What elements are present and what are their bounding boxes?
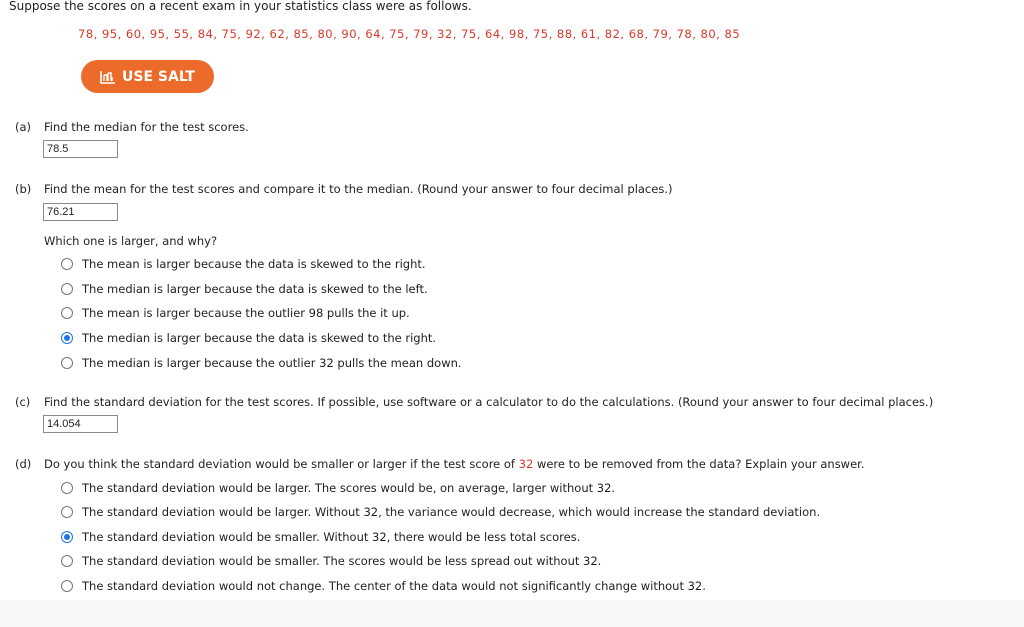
part-b-option-4[interactable]: [61, 331, 436, 345]
part-b-option-1[interactable]: [61, 257, 426, 271]
problem-intro: Suppose the scores on a recent exam in your statistics class were as follows.: [9, 0, 472, 13]
salt-chart-icon: [100, 70, 116, 84]
option-label: The median is larger because the outlier 32 pulls the mean down.: [82, 356, 462, 370]
part-b-option-3[interactable]: [61, 306, 410, 320]
option-label: The standard deviation would be smaller. The scores would be less spread out without 32.: [82, 554, 602, 568]
radio-button[interactable]: [61, 580, 73, 592]
radio-button[interactable]: [61, 357, 73, 369]
radio-button[interactable]: [61, 555, 73, 567]
use-salt-button[interactable]: [81, 60, 214, 93]
option-label: The standard deviation would be smaller. Without 32, there would be less total scores.: [82, 530, 581, 544]
option-label: The standard deviation would be larger. Without 32, the variance would decrease, which would increase the standard deviation.: [82, 505, 821, 519]
page-footer-band: [0, 600, 1024, 627]
option-label: The mean is larger because the outlier 98 pulls the it up.: [82, 306, 410, 320]
part-d-question-text: Do you think the standard deviation would be smaller or larger if the test score of: [44, 457, 519, 471]
radio-button[interactable]: [61, 258, 73, 270]
part-d-option-4[interactable]: [61, 554, 601, 568]
part-d-question: [44, 457, 865, 471]
part-d-label: (d): [15, 457, 32, 471]
option-label: The standard deviation would be larger. The scores would be, on average, larger without 32.: [82, 481, 616, 495]
use-salt-label: USE SALT: [122, 68, 195, 85]
part-a-question: Find the median for the test scores.: [44, 120, 249, 134]
option-label: The standard deviation would not change. The center of the data would not significantly change without 32.: [82, 579, 706, 593]
scores-list: 78, 95, 60, 95, 55, 84, 75, 92, 62, 85, 80, 90, 64, 75, 79, 32, 75, 64, 98, 75, 88, 61, 82, 68, 79, 78, 80, 85: [78, 27, 741, 41]
part-c-question: Find the standard deviation for the test scores. If possible, use software or a calculator to do the calculations. (Round your answer to four decimal places.): [44, 395, 934, 409]
part-c-label: (c): [15, 395, 31, 409]
radio-button[interactable]: [61, 307, 73, 319]
mean-answer-field[interactable]: 76.21: [43, 203, 118, 221]
part-b-label: (b): [15, 182, 32, 196]
radio-button[interactable]: [61, 283, 73, 295]
option-label: The median is larger because the data is skewed to the left.: [82, 282, 428, 296]
radio-button[interactable]: [61, 482, 73, 494]
part-d-option-2[interactable]: [61, 505, 820, 519]
radio-button-selected[interactable]: [61, 531, 73, 543]
radio-button-selected[interactable]: [61, 332, 73, 344]
part-d-option-1[interactable]: [61, 481, 615, 495]
std-dev-answer-field[interactable]: 14.054: [43, 415, 118, 433]
part-d-option-5[interactable]: [61, 579, 706, 593]
part-b-option-2[interactable]: [61, 282, 428, 296]
option-label: The mean is larger because the data is skewed to the right.: [82, 257, 426, 271]
part-b-which-prompt: Which one is larger, and why?: [44, 234, 218, 248]
part-b-question: Find the mean for the test scores and compare it to the median. (Round your answer to four decimal places.): [44, 182, 673, 196]
part-b-option-5[interactable]: [61, 356, 462, 370]
part-d-question-text-end: were to be removed from the data? Explain your answer.: [533, 457, 865, 471]
part-d-highlight-value: 32: [518, 457, 534, 471]
median-answer-field[interactable]: 78.5: [43, 140, 118, 158]
radio-button[interactable]: [61, 506, 73, 518]
part-a-label: (a): [15, 120, 32, 134]
part-d-option-3[interactable]: [61, 530, 580, 544]
option-label: The median is larger because the data is skewed to the right.: [82, 331, 437, 345]
